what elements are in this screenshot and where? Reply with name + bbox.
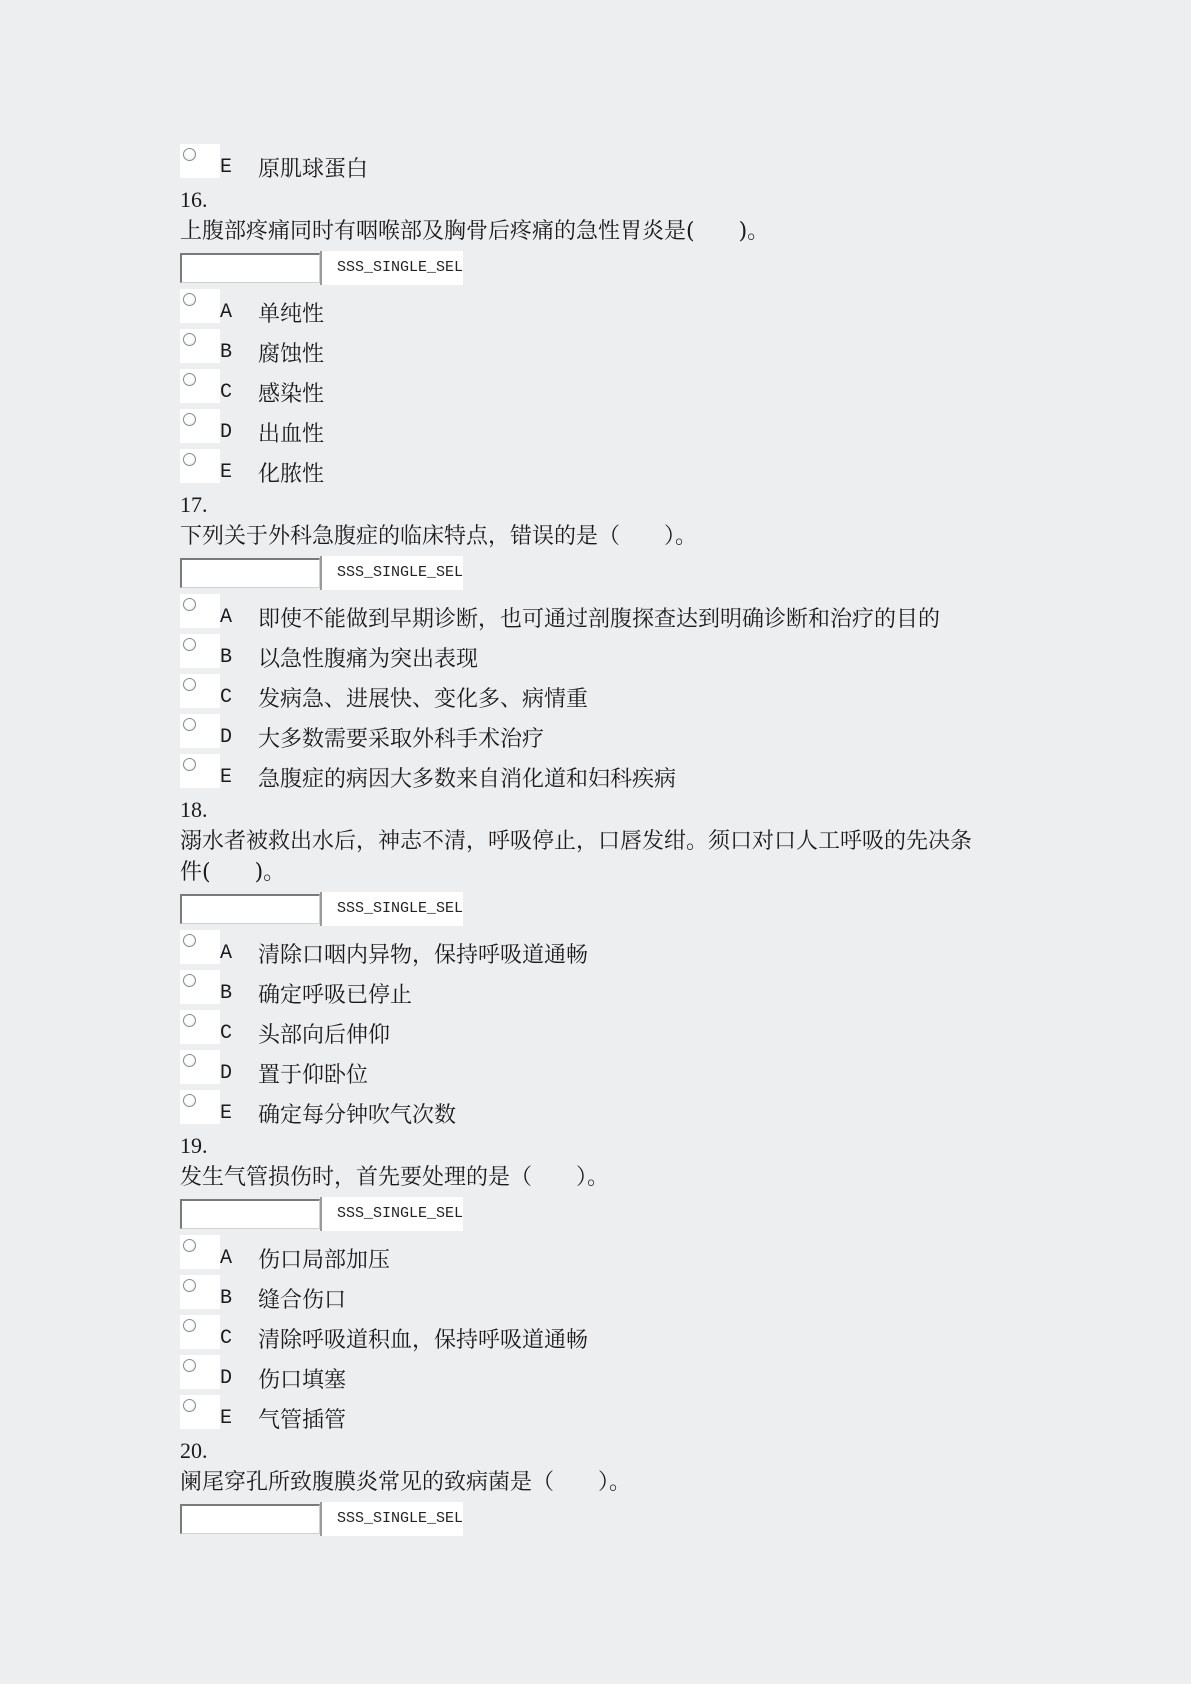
- option-letter: D: [220, 421, 233, 444]
- option-text: 单纯性: [258, 302, 325, 327]
- option-letter: C: [220, 686, 233, 709]
- radio-cell: [180, 594, 220, 628]
- radio-button[interactable]: [183, 1279, 196, 1292]
- option-letter: D: [220, 1062, 233, 1085]
- option-text: 发病急、进展快、变化多、病情重: [258, 687, 589, 712]
- question-16: [180, 186, 1040, 491]
- question-text: 阑尾穿孔所致腹膜炎常见的致病菌是（ ）。: [180, 1470, 632, 1495]
- option-letter: C: [220, 381, 233, 404]
- option-letter: E: [220, 1102, 233, 1125]
- question-number: 18.: [180, 797, 208, 822]
- option-e: [180, 1092, 1040, 1132]
- option-a: [180, 291, 1040, 331]
- question-20: [180, 1437, 1040, 1538]
- option-letter: E: [220, 156, 233, 179]
- radio-button[interactable]: [183, 934, 196, 947]
- radio-button[interactable]: [183, 293, 196, 306]
- option-text: 伤口局部加压: [258, 1248, 391, 1273]
- radio-button[interactable]: [183, 413, 196, 426]
- radio-button[interactable]: [183, 718, 196, 731]
- radio-cell: [180, 1355, 220, 1389]
- option-e: [180, 756, 1040, 796]
- radio-button[interactable]: [183, 678, 196, 691]
- radio-cell: [180, 930, 220, 964]
- option-d: [180, 411, 1040, 451]
- radio-cell: [180, 1395, 220, 1429]
- question-type-tag: SSS_SINGLE_SEL: [320, 251, 463, 285]
- option-letter: A: [220, 606, 233, 629]
- option-letter: B: [220, 341, 233, 364]
- question-number: 20.: [180, 1438, 208, 1463]
- question-number: 17.: [180, 492, 208, 517]
- question-text: 发生气管损伤时，首先要处理的是（ ）。: [180, 1165, 610, 1190]
- question-17: [180, 491, 1040, 796]
- answer-input[interactable]: [180, 558, 320, 588]
- option-text: 缝合伤口: [258, 1288, 347, 1313]
- option-text: 以急性腹痛为突出表现: [258, 647, 479, 672]
- answer-input[interactable]: [180, 253, 320, 283]
- option-letter: D: [220, 1367, 233, 1390]
- radio-cell: [180, 144, 220, 178]
- option-row: [180, 146, 1040, 186]
- option-e: [180, 451, 1040, 491]
- radio-cell: [180, 369, 220, 403]
- question-type-tag: SSS_SINGLE_SEL: [320, 1502, 463, 1536]
- option-a: [180, 932, 1040, 972]
- option-text: 头部向后伸仰: [258, 1023, 391, 1048]
- option-letter: C: [220, 1327, 233, 1350]
- option-letter: E: [220, 1407, 233, 1430]
- radio-button[interactable]: [183, 148, 196, 161]
- radio-button[interactable]: [183, 974, 196, 987]
- option-letter: A: [220, 301, 233, 324]
- option-text: 气管插管: [258, 1408, 347, 1433]
- option-b: [180, 972, 1040, 1012]
- question-list: [180, 146, 1040, 1542]
- option-letter: B: [220, 646, 233, 669]
- option-text: 清除口咽内异物，保持呼吸道通畅: [258, 943, 589, 968]
- answer-row: [180, 1199, 1040, 1233]
- radio-button[interactable]: [183, 1014, 196, 1027]
- question-type-tag: SSS_SINGLE_SEL: [320, 556, 463, 590]
- option-d: [180, 716, 1040, 756]
- radio-button[interactable]: [183, 758, 196, 771]
- radio-cell: [180, 449, 220, 483]
- radio-cell: [180, 674, 220, 708]
- answer-row: [180, 253, 1040, 287]
- answer-input[interactable]: [180, 1504, 320, 1534]
- option-text: 即使不能做到早期诊断，也可通过剖腹探查达到明确诊断和治疗的目的: [258, 607, 941, 632]
- radio-cell: [180, 634, 220, 668]
- option-text: 出血性: [258, 422, 325, 447]
- option-text: 伤口填塞: [258, 1368, 347, 1393]
- question-type-tag: SSS_SINGLE_SEL: [320, 1197, 463, 1231]
- question-text: 下列关于外科急腹症的临床特点，错误的是（ ）。: [180, 524, 698, 549]
- question-type-tag: SSS_SINGLE_SEL: [320, 892, 463, 926]
- question-text: 上腹部疼痛同时有咽喉部及胸骨后疼痛的急性胃炎是( )。: [180, 219, 770, 244]
- radio-cell: [180, 1315, 220, 1349]
- radio-cell: [180, 754, 220, 788]
- radio-button[interactable]: [183, 598, 196, 611]
- radio-button[interactable]: [183, 333, 196, 346]
- answer-row: [180, 894, 1040, 928]
- option-text: 腐蚀性: [258, 342, 325, 367]
- question-text: 溺水者被救出水后，神志不清，呼吸停止，口唇发绀。须口对口人工呼吸的先决条件( )。: [180, 829, 973, 885]
- option-letter: E: [220, 766, 233, 789]
- option-b: [180, 636, 1040, 676]
- option-text: 确定每分钟吹气次数: [258, 1103, 457, 1128]
- answer-input[interactable]: [180, 894, 320, 924]
- question-19: [180, 1132, 1040, 1437]
- option-text: 确定呼吸已停止: [258, 983, 413, 1008]
- radio-button[interactable]: [183, 1319, 196, 1332]
- radio-button[interactable]: [183, 1399, 196, 1412]
- radio-cell: [180, 329, 220, 363]
- radio-cell: [180, 1010, 220, 1044]
- answer-row: [180, 558, 1040, 592]
- radio-button[interactable]: [183, 1359, 196, 1372]
- radio-cell: [180, 289, 220, 323]
- option-letter: C: [220, 1022, 233, 1045]
- radio-cell: [180, 1275, 220, 1309]
- option-letter: D: [220, 726, 233, 749]
- option-c: [180, 1317, 1040, 1357]
- option-d: [180, 1357, 1040, 1397]
- option-text: 置于仰卧位: [258, 1063, 369, 1088]
- question-number: 19.: [180, 1133, 208, 1158]
- radio-cell: [180, 1235, 220, 1269]
- option-c: [180, 676, 1040, 716]
- radio-button[interactable]: [183, 1054, 196, 1067]
- radio-button[interactable]: [183, 638, 196, 651]
- option-text: 化脓性: [258, 462, 325, 487]
- option-b: [180, 1277, 1040, 1317]
- option-letter: E: [220, 461, 233, 484]
- option-letter: B: [220, 1287, 233, 1310]
- option-text: 急腹症的病因大多数来自消化道和妇科疾病: [258, 767, 677, 792]
- radio-cell: [180, 409, 220, 443]
- radio-cell: [180, 1050, 220, 1084]
- radio-button[interactable]: [183, 1094, 196, 1107]
- option-text: 大多数需要采取外科手术治疗: [258, 727, 545, 752]
- option-b: [180, 331, 1040, 371]
- option-text: 原肌球蛋白: [258, 157, 369, 182]
- option-text: 感染性: [258, 382, 325, 407]
- answer-row: [180, 1504, 1040, 1538]
- radio-button[interactable]: [183, 1239, 196, 1252]
- option-text: 清除呼吸道积血，保持呼吸道通畅: [258, 1328, 589, 1353]
- option-letter: A: [220, 942, 233, 965]
- option-c: [180, 1012, 1040, 1052]
- option-a: [180, 596, 1040, 636]
- radio-cell: [180, 970, 220, 1004]
- radio-button[interactable]: [183, 373, 196, 386]
- option-a: [180, 1237, 1040, 1277]
- option-e: [180, 1397, 1040, 1437]
- option-c: [180, 371, 1040, 411]
- question-number: 16.: [180, 187, 208, 212]
- answer-input[interactable]: [180, 1199, 320, 1229]
- radio-cell: [180, 1090, 220, 1124]
- question-18: [180, 796, 1040, 1132]
- option-letter: B: [220, 982, 233, 1005]
- option-d: [180, 1052, 1040, 1092]
- radio-button[interactable]: [183, 453, 196, 466]
- radio-cell: [180, 714, 220, 748]
- option-letter: A: [220, 1247, 233, 1270]
